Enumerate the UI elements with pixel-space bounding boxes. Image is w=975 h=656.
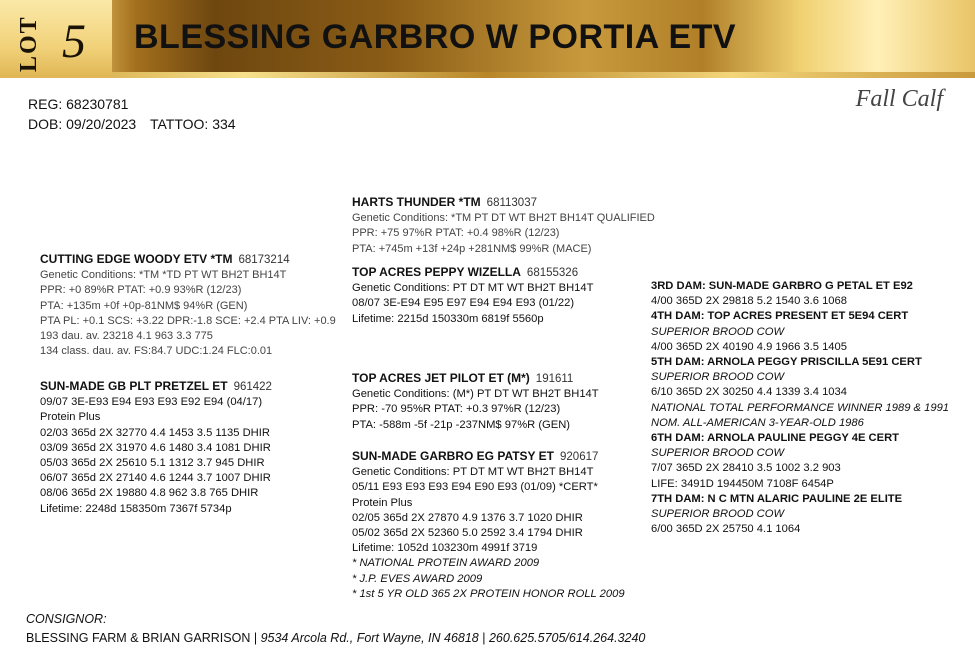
dam-name: SUN-MADE GB PLT PRETZEL ET bbox=[40, 379, 228, 393]
sire-line: PPR: +0 89%R PTAT: +0.9 93%R (12/23) bbox=[40, 284, 242, 297]
sire-dam-name: TOP ACRES PEPPY WIZELLA bbox=[352, 265, 521, 279]
sire-dam-line: Genetic Conditions: PT DT MT WT BH2T BH14T bbox=[352, 282, 594, 295]
family-dam-heading: 3RD DAM: SUN-MADE GARBRO G PETAL ET E92 bbox=[651, 280, 913, 292]
sire-dam-line: 08/07 3E-E94 E95 E97 E94 E94 E93 (01/22) bbox=[352, 297, 575, 310]
family-dam-line: 4/00 365D 2X 40190 4.9 1966 3.5 1405 bbox=[651, 340, 847, 353]
family-dam-line: SUPERIOR BROOD COW bbox=[651, 325, 785, 338]
family-dam-line: SUPERIOR BROOD COW bbox=[651, 371, 785, 384]
consignor-block: CONSIGNOR: BLESSING FARM & BRIAN GARRISON | 9534 Arcola Rd., Fort Wayne, IN 46818 | 260.625.5705/614.264.3240 bbox=[26, 612, 646, 645]
consignor-address: 9534 Arcola Rd., Fort Wayne, IN 46818 bbox=[260, 631, 479, 645]
reg-number: REG: 68230781 bbox=[28, 96, 129, 112]
dam-sire-line: PTA: -588m -5f -21p -237NM$ 97%R (GEN) bbox=[352, 418, 571, 431]
dam-line: 09/07 3E-E93 E94 E93 E93 E92 E94 (04/17) bbox=[40, 396, 263, 409]
animal-title: BLESSING GARBRO W PORTIA ETV bbox=[134, 18, 737, 56]
family-dam-line: NATIONAL TOTAL PERFORMANCE WINNER 1989 & 1991 bbox=[651, 401, 950, 414]
family-dam-line: 7/07 365D 2X 28410 3.5 1002 3.2 903 bbox=[651, 462, 841, 475]
sire-line: Genetic Conditions: *TM *TD PT WT BH2T BH14T bbox=[40, 269, 287, 282]
family-dam-line: 6/00 365D 2X 25750 4.1 1064 bbox=[651, 523, 801, 536]
sire-dam-block bbox=[352, 265, 593, 327]
family-dam-line: 6/10 365D 2X 30250 4.4 1339 3.4 1034 bbox=[651, 386, 847, 399]
dam-line: 08/06 365d 2X 19880 4.8 962 3.8 765 DHIR bbox=[40, 487, 259, 500]
dam-dam-line: Lifetime: 1052d 103230m 4991f 3719 bbox=[352, 542, 538, 555]
dam-dam-award: * NATIONAL PROTEIN AWARD 2009 bbox=[352, 557, 540, 570]
family-dam-line: NOM. ALL-AMERICAN 3-YEAR-OLD 1986 bbox=[651, 416, 864, 429]
family-dam-line: SUPERIOR BROOD COW bbox=[651, 447, 785, 460]
dam-sire-name: TOP ACRES JET PILOT ET (M*) bbox=[352, 371, 530, 385]
class-label: Fall Calf bbox=[855, 86, 943, 112]
consignor-label: CONSIGNOR: bbox=[26, 612, 107, 626]
family-dam-heading: 4TH DAM: TOP ACRES PRESENT ET 5E94 CERT bbox=[651, 310, 909, 323]
sire-sire-id: 68113037 bbox=[486, 197, 537, 209]
dob: DOB: 09/20/2023 bbox=[28, 116, 137, 132]
sire-block bbox=[40, 252, 336, 359]
family-dam-heading: 6TH DAM: ARNOLA PAULINE PEGGY 4E CERT bbox=[651, 432, 900, 445]
family-dam-line: 4/00 365D 2X 29818 5.2 1540 3.6 1068 bbox=[651, 295, 847, 308]
dam-sire-line: PPR: -70 95%R PTAT: +0.3 97%R (12/23) bbox=[352, 403, 561, 416]
family-dam-heading: 7TH DAM: N C MTN ALARIC PAULINE 2E ELITE bbox=[651, 492, 903, 505]
dam-dam-line: 02/05 365d 2X 27870 4.9 1376 3.7 1020 DHIR bbox=[352, 511, 583, 524]
female-family-block bbox=[651, 279, 949, 537]
dam-sire-line: Genetic Conditions: (M*) PT DT WT BH2T BH14T bbox=[352, 388, 599, 401]
consignor-phone: 260.625.5705/614.264.3240 bbox=[488, 631, 646, 645]
dam-sire-id: 191611 bbox=[535, 373, 574, 385]
sire-line: PTA: +135m +0f +0p-81NM$ 94%R (GEN) bbox=[40, 299, 248, 312]
sire-sire-name: HARTS THUNDER *TM bbox=[352, 195, 481, 209]
family-dam-heading: 5TH DAM: ARNOLA PEGGY PRISCILLA 5E91 CERT bbox=[651, 356, 922, 369]
dam-dam-id: 920617 bbox=[560, 451, 599, 463]
dam-sire-block bbox=[352, 371, 599, 433]
dam-dam-line: Protein Plus bbox=[352, 496, 413, 509]
dam-line: Lifetime: 2248d 158350m 7367f 5734p bbox=[40, 502, 232, 515]
dam-line: Protein Plus bbox=[40, 411, 101, 424]
dam-dam-line: 05/11 E93 E93 E93 E94 E90 E93 (01/09) *CERT* bbox=[352, 481, 598, 494]
dam-dam-award: * J.P. EVES AWARD 2009 bbox=[352, 572, 483, 585]
dam-dam-block bbox=[352, 449, 625, 602]
sire-name: CUTTING EDGE WOODY ETV *TM bbox=[40, 252, 233, 266]
sire-sire-line: PPR: +75 97%R PTAT: +0.4 98%R (12/23) bbox=[352, 227, 560, 240]
sire-id: 68173214 bbox=[238, 254, 290, 266]
sire-line: 134 class. dau. av. FS:84.7 UDC:1.24 FLC:0.01 bbox=[40, 345, 273, 358]
dam-line: 06/07 365d 2X 27140 4.6 1244 3.7 1007 DHIR bbox=[40, 472, 271, 485]
dam-line: 03/09 365d 2X 31970 4.6 1480 3.4 1081 DHIR bbox=[40, 441, 271, 454]
dam-id: 961422 bbox=[233, 381, 272, 393]
sire-dam-id: 68155326 bbox=[526, 267, 579, 279]
sire-line: 193 dau. av. 23218 4.1 963 3.3 775 bbox=[40, 330, 213, 343]
animal-info bbox=[28, 94, 242, 134]
lot-tag bbox=[0, 0, 112, 78]
sire-line: PTA PL: +0.1 SCS: +3.22 DPR:-1.8 SCE: +2.4 PTA LIV: +0.9 bbox=[40, 314, 336, 327]
dam-dam-line: Genetic Conditions: PT DT MT WT BH2T BH14T bbox=[352, 466, 594, 479]
dam-line: 05/03 365d 2X 25610 5.1 1312 3.7 945 DHIR bbox=[40, 457, 265, 470]
dam-dam-line: 05/02 365d 2X 52360 5.0 2592 3.4 1794 DHIR bbox=[352, 527, 583, 540]
dam-line: 02/03 365d 2X 32770 4.4 1453 3.5 1135 DHIR bbox=[40, 426, 270, 439]
dam-dam-award: * 1st 5 YR OLD 365 2X PROTEIN HONOR ROLL 2009 bbox=[352, 587, 625, 600]
sire-dam-line: Lifetime: 2215d 150330m 6819f 5560p bbox=[352, 312, 544, 325]
family-dam-line: LIFE: 3491D 194450M 7108F 6454P bbox=[651, 477, 834, 490]
lot-label: LOT bbox=[16, 15, 42, 72]
dam-block bbox=[40, 379, 272, 517]
lot-number: 5 bbox=[62, 15, 86, 68]
dam-dam-name: SUN-MADE GARBRO EG PATSY ET bbox=[352, 449, 555, 463]
sire-sire-line: Genetic Conditions: *TM PT DT WT BH2T BH14T QUALIFIED bbox=[352, 212, 655, 225]
sire-sire-line: PTA: +745m +13f +24p +281NM$ 99%R (MACE) bbox=[352, 242, 592, 255]
consignor-name: BLESSING FARM & BRIAN GARRISON bbox=[26, 631, 251, 645]
tattoo: TATTOO: 334 bbox=[149, 116, 236, 132]
sire-sire-block bbox=[352, 195, 655, 257]
family-dam-line: SUPERIOR BROOD COW bbox=[651, 508, 785, 521]
